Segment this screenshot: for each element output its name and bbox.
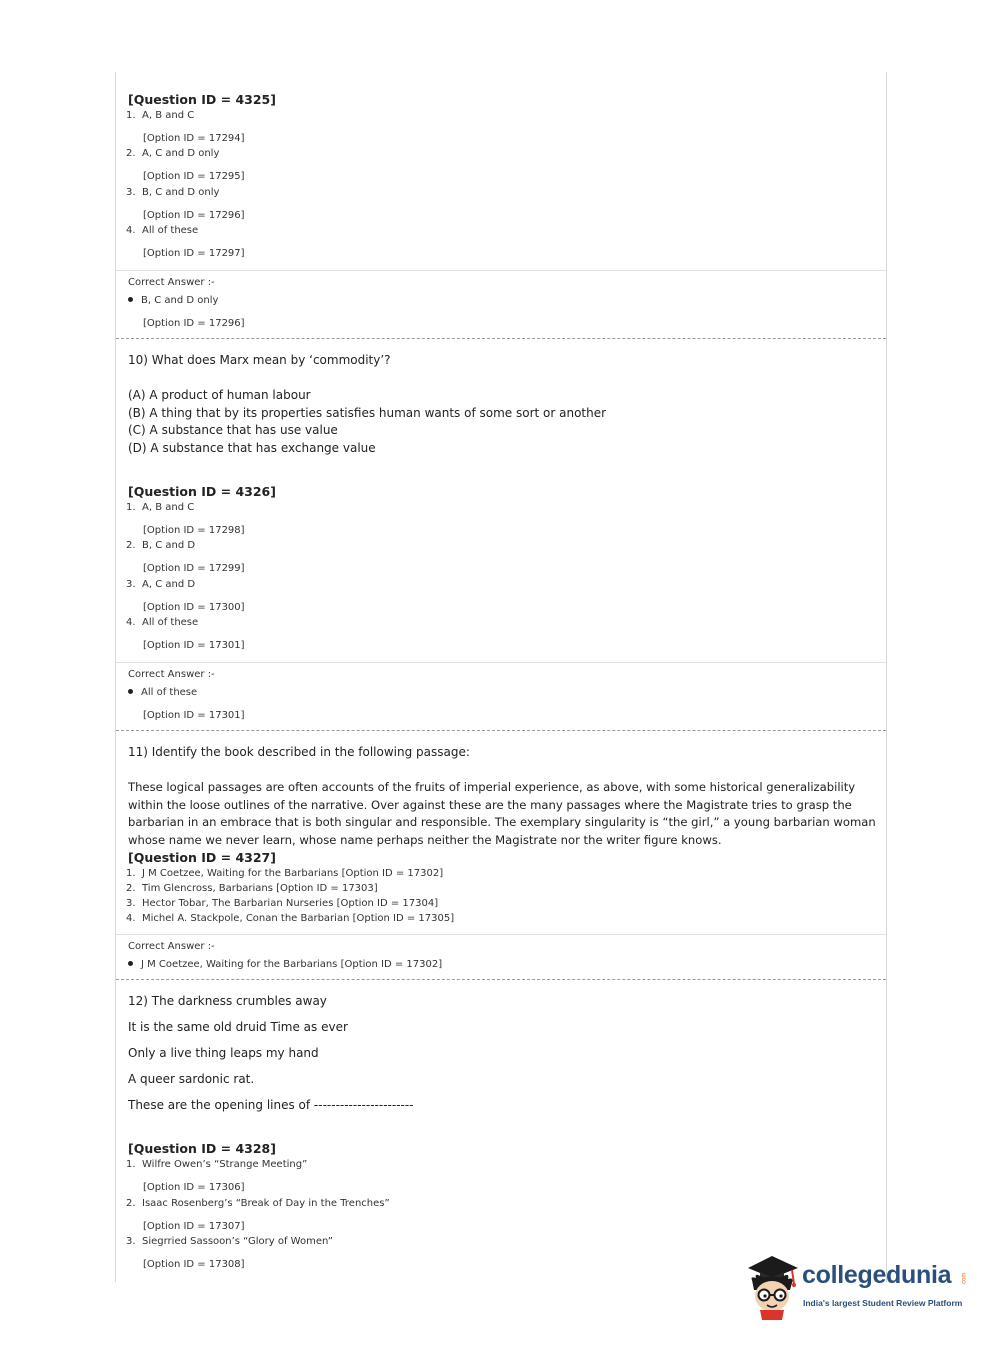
question-id: [Question ID = 4327] — [128, 850, 276, 865]
option-item: 2. B, C and D — [126, 540, 196, 551]
option-id: [Option ID = 17298] — [143, 525, 245, 536]
question-prompt: These are the opening lines of ----------------------- — [128, 1098, 414, 1112]
question-title: 12) The darkness crumbles away — [128, 994, 327, 1008]
divider — [116, 270, 886, 271]
option-id: [Option ID = 17308] — [143, 1259, 245, 1270]
option-item: 1. A, B and C — [126, 502, 195, 513]
option-id: [Option ID = 17300] — [143, 602, 245, 613]
poem-line: Only a live thing leaps my hand — [128, 1046, 319, 1060]
question-choice: (B) A thing that by its properties satisfies human wants of some sort or another — [128, 406, 607, 420]
option-item: 2. A, C and D only — [126, 148, 220, 159]
question-id: [Question ID = 4326] — [128, 484, 276, 499]
option-item: 3. Hector Tobar, The Barbarian Nurseries [Option ID = 17304] — [126, 898, 439, 909]
collegedunia-logo — [742, 1250, 972, 1320]
poem-line: A queer sardonic rat. — [128, 1072, 255, 1086]
option-id: [Option ID = 17307] — [143, 1221, 245, 1232]
question-choice: (D) A substance that has exchange value — [128, 441, 376, 455]
option-id: [Option ID = 17306] — [143, 1182, 245, 1193]
question-id: [Question ID = 4328] — [128, 1141, 276, 1156]
question-separator — [116, 730, 886, 731]
correct-answer: All of these — [128, 687, 197, 698]
question-id: [Question ID = 4325] — [128, 92, 276, 107]
logo-tagline: India's largest Student Review Platform — [803, 1298, 963, 1308]
option-id: [Option ID = 17294] — [143, 133, 245, 144]
poem-line: It is the same old druid Time as ever — [128, 1020, 348, 1034]
option-item: 1. Wilfre Owen’s “Strange Meeting” — [126, 1159, 308, 1170]
option-id: [Option ID = 17297] — [143, 248, 245, 259]
logo-suffix: .com — [961, 1272, 968, 1286]
option-item: 1. J M Coetzee, Waiting for the Barbarians [Option ID = 17302] — [126, 868, 444, 879]
question-paper-page — [115, 72, 887, 1282]
option-item: 3. A, C and D — [126, 579, 196, 590]
question-title: 11) Identify the book described in the following passage: — [128, 745, 470, 759]
mascot-icon — [742, 1250, 802, 1320]
correct-answer-label: Correct Answer :- — [128, 277, 215, 288]
question-choice: (A) A product of human labour — [128, 388, 311, 402]
option-id: [Option ID = 17296] — [143, 210, 245, 221]
logo-wordmark: collegedunia — [802, 1261, 952, 1289]
bullet-icon — [128, 961, 133, 966]
option-id: [Option ID = 17301] — [143, 640, 245, 651]
question-separator — [116, 979, 886, 980]
correct-answer: B, C and D only — [128, 295, 218, 306]
correct-answer-label: Correct Answer :- — [128, 669, 215, 680]
divider — [116, 662, 886, 663]
option-item: 3. Siegrried Sassoon’s “Glory of Women” — [126, 1236, 333, 1247]
option-item: 1. A, B and C — [126, 110, 195, 121]
option-item: 4. All of these — [126, 225, 199, 236]
correct-option-id: [Option ID = 17301] — [143, 710, 245, 721]
option-item: 2. Tim Glencross, Barbarians [Option ID = 17303] — [126, 883, 378, 894]
option-item: 3. B, C and D only — [126, 187, 220, 198]
correct-answer-label: Correct Answer :- — [128, 941, 215, 952]
question-passage: These logical passages are often accounts of the fruits of imperial experience, as above, with some historical generalizability within the loose outlines of the narrative. Over against these are the many passages where the Magistrate tries to grasp the barbarian in an embrace that is both singular and responsible. The exemplary singularity is “the girl,” a young barbarian woman whose name we never learn, whose name perhaps neither the Magistrate nor the writer figure knows. — [128, 780, 876, 847]
question-separator — [116, 338, 886, 339]
option-id: [Option ID = 17295] — [143, 171, 245, 182]
option-item: 4. All of these — [126, 617, 199, 628]
question-title: 10) What does Marx mean by ‘commodity’? — [128, 353, 391, 367]
bullet-icon — [128, 297, 133, 302]
option-item: 2. Isaac Rosenberg’s “Break of Day in the Trenches” — [126, 1198, 390, 1209]
correct-option-id: [Option ID = 17296] — [143, 318, 245, 329]
option-item: 4. Michel A. Stackpole, Conan the Barbarian [Option ID = 17305] — [126, 913, 455, 924]
question-choice: (C) A substance that has use value — [128, 423, 338, 437]
correct-answer: J M Coetzee, Waiting for the Barbarians [Option ID = 17302] — [128, 959, 442, 970]
option-id: [Option ID = 17299] — [143, 563, 245, 574]
divider — [116, 934, 886, 935]
bullet-icon — [128, 689, 133, 694]
